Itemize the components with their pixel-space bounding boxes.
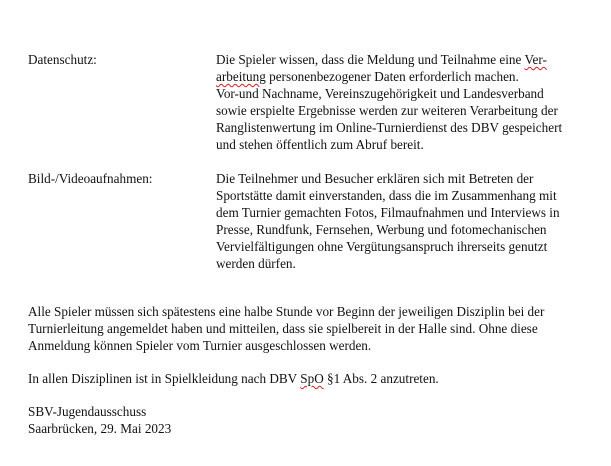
anmeldung-line: Alle Spieler müssen sich spätestens eine halbe Stunde vor Beginn der jeweiligen Disziplin bei der: [28, 304, 545, 319]
datenschutz-term: Datenschutz:: [28, 52, 97, 67]
anmeldung-line: Turnierleitung angemeldet haben und mitteilen, dass sie spielbereit in der Halle sind. Ohne diese: [28, 321, 538, 336]
place-date: Saarbrücken, 29. Mai 2023: [28, 421, 172, 436]
bildvideo-text: [216, 170, 608, 272]
spellcheck-mark: SpO: [300, 371, 324, 386]
spellcheck-mark: arbeitung: [216, 69, 266, 84]
bildvideo-line: Die Teilnehmer und Besucher erklären sich mit Betreten der: [216, 171, 534, 186]
bildvideo-line: werden dürfen.: [216, 256, 296, 271]
bildvideo-term: Bild-/Videoaufnahmen:: [28, 171, 153, 186]
datenschutz-line: sowie erspielte Ergebnisse werden zur weiteren Verarbeitung der: [216, 103, 558, 118]
bildvideo-line: Sportstätte damit einverstanden, dass die im Zusammenhang mit: [216, 188, 557, 203]
datenschutz-line: arbeitung personenbezogener Daten erforderlich machen.: [216, 69, 519, 84]
datenschutz-line: Ranglistenwertung im Online-Turnierdienst des DBV gespeichert: [216, 120, 563, 135]
bildvideo-line: dem Turnier gemachten Fotos, Filmaufnahmen und Interviews in: [216, 205, 560, 220]
anmeldung-line: Anmeldung können Spieler vom Turnier ausgeschlossen werden.: [28, 338, 372, 353]
committee-name: SBV-Jugendausschuss: [28, 404, 147, 419]
datenschutz-line: Vor-und Nachname, Vereinszugehörigkeit und Landesverband: [216, 86, 544, 101]
bildvideo-line: Vervielfältigungen ohne Vergütungsanspruch ihrerseits genutzt: [216, 239, 548, 254]
spielkleidung-paragraph: [28, 370, 608, 387]
spielkleidung-line: In allen Disziplinen ist in Spielkleidung nach DBV SpO §1 Abs. 2 anzutreten.: [28, 371, 439, 386]
datenschutz-line: Die Spieler wissen, dass die Meldung und Teilnahme eine Ver-: [216, 52, 547, 67]
bildvideo-line: Presse, Rundfunk, Fernsehen, Werbung und fotomechanischen: [216, 222, 547, 237]
anmeldung-paragraph: [28, 303, 608, 354]
signature-block: [28, 403, 608, 437]
spellcheck-mark: Ver-: [524, 52, 547, 67]
datenschutz-line: und stehen öffentlich zum Abruf bereit.: [216, 137, 424, 152]
datenschutz-text: [216, 51, 608, 153]
